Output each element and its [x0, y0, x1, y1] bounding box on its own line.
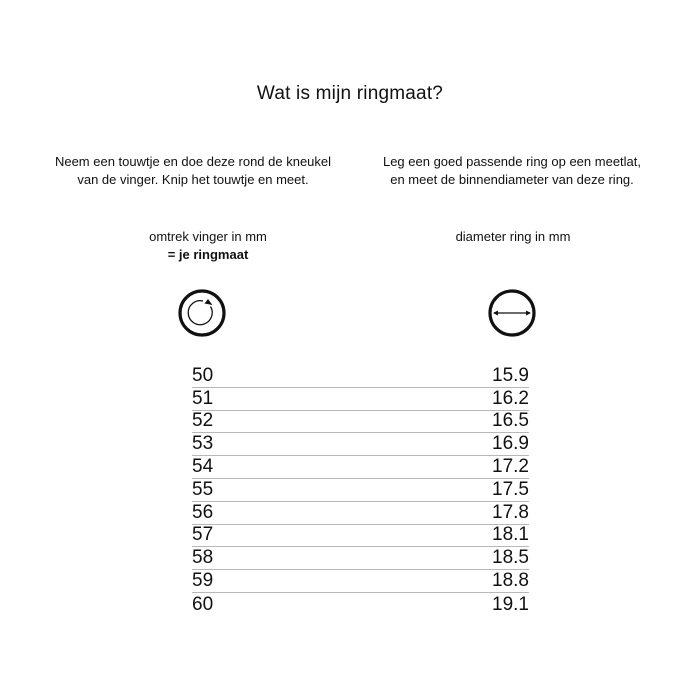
diameter-value: 19.1 — [492, 593, 529, 615]
diameter-value: 17.2 — [492, 455, 529, 477]
header-line: omtrek vinger in mm — [149, 229, 267, 244]
instruction-diameter — [347, 153, 677, 189]
ring-size-value: 50 — [192, 364, 214, 386]
table-row — [192, 525, 529, 548]
table-row — [192, 365, 529, 388]
column-header-circumference — [88, 228, 328, 264]
instruction-line: Leg een goed passende ring op een meetlat, — [382, 154, 642, 169]
ring-size-value: 60 — [192, 593, 214, 615]
table-row — [192, 388, 529, 411]
table-row — [192, 411, 529, 434]
diameter-value: 15.9 — [492, 364, 529, 386]
ring-size-value: 54 — [192, 455, 214, 477]
diameter-value: 16.9 — [492, 433, 529, 455]
instruction-line: Neem een touwtje en doe deze rond de kneukel — [54, 154, 332, 169]
table-row — [192, 433, 529, 456]
ring-size-value: 56 — [192, 501, 214, 523]
diameter-value: 16.5 — [492, 410, 529, 432]
table-row — [192, 502, 529, 525]
diameter-ring-icon — [487, 288, 537, 338]
column-header-diameter — [393, 228, 633, 246]
instruction-line: van de vinger. Knip het touwtje en meet. — [77, 172, 309, 187]
ring-size-value: 55 — [192, 478, 214, 500]
instruction-circumference — [28, 153, 358, 189]
ring-size-value: 52 — [192, 410, 214, 432]
ring-size-value: 51 — [192, 387, 214, 409]
header-line-bold: = je ringmaat — [167, 247, 249, 262]
diameter-value: 18.1 — [492, 524, 529, 546]
ring-size-value: 57 — [192, 524, 214, 546]
table-row — [192, 479, 529, 502]
circumference-ring-icon — [177, 288, 227, 338]
diameter-value: 17.8 — [492, 501, 529, 523]
diameter-value: 16.2 — [492, 387, 529, 409]
diameter-value: 18.8 — [492, 569, 529, 591]
ring-size-value: 58 — [192, 547, 214, 569]
diameter-value: 18.5 — [492, 547, 529, 569]
ring-size-table — [192, 365, 529, 616]
table-row — [192, 593, 529, 616]
diameter-value: 17.5 — [492, 478, 529, 500]
instruction-line: en meet de binnendiameter van deze ring. — [390, 172, 634, 187]
ring-size-value: 53 — [192, 433, 214, 455]
ring-size-value: 59 — [192, 569, 214, 591]
table-row — [192, 547, 529, 570]
header-line: diameter ring in mm — [455, 229, 571, 244]
table-row — [192, 456, 529, 479]
page-title: Wat is mijn ringmaat? — [256, 83, 444, 104]
table-row — [192, 570, 529, 593]
